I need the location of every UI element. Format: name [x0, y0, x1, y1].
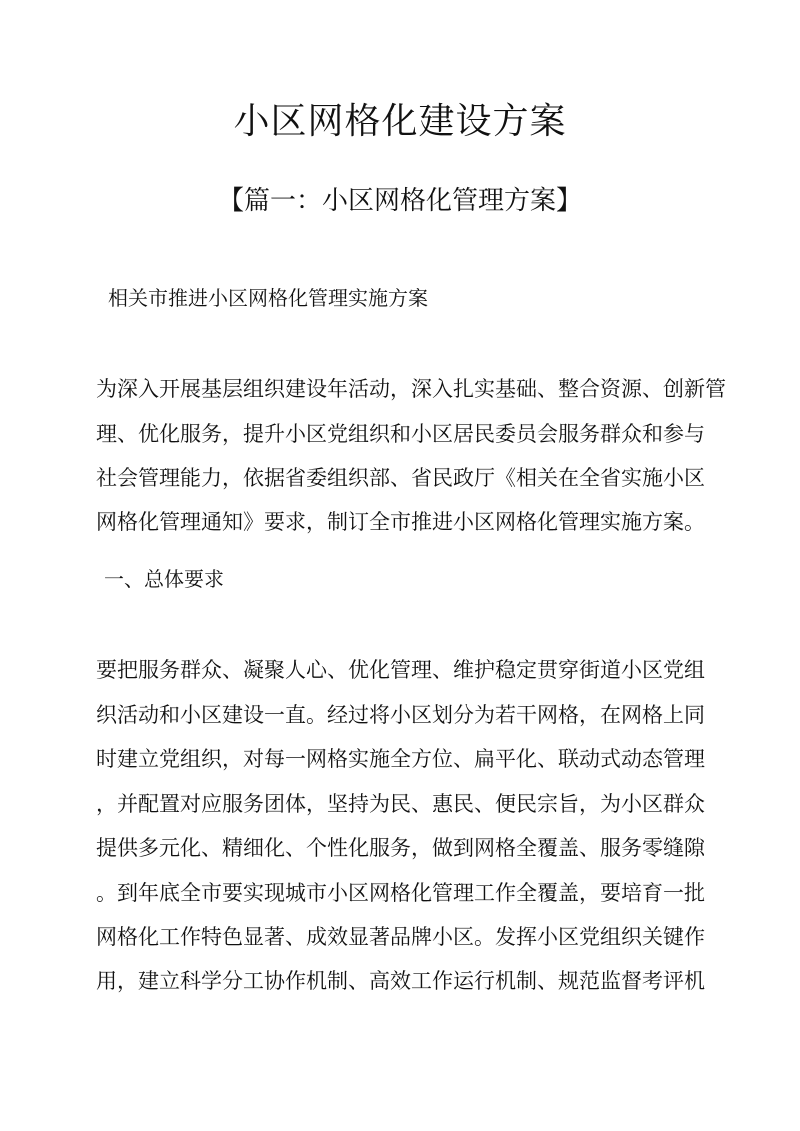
paragraph-line: 织活动和小区建设一直。经过将小区划分为若干网格，在网格上同 — [96, 703, 705, 727]
paragraph-line: 社会管理能力，依据省委组织部、省民政厅《相关在全省实施小区 — [96, 466, 705, 490]
paragraph-line: 要把服务群众、凝聚人心、优化管理、维护稳定贯穿街道小区党组 — [96, 658, 705, 682]
paragraph-line: 网格化管理通知》要求，制订全市推进小区网格化管理实施方案。 — [96, 510, 705, 534]
intro-heading: 相关市推进小区网格化管理实施方案 — [108, 286, 428, 310]
paragraph-line: 用，建立科学分工协作机制、高效工作运行机制、规范监督考评机 — [96, 969, 705, 993]
document-subtitle: 【篇一：小区网格化管理方案】 — [217, 186, 582, 216]
paragraph-line: 提供多元化、精细化、个性化服务，做到网格全覆盖、服务零缝隙 — [96, 836, 705, 860]
paragraph-line: 。到年底全市要实现城市小区网格化管理工作全覆盖，要培育一批 — [96, 881, 705, 905]
paragraph-line: 时建立党组织，对每一网格实施全方位、扁平化、联动式动态管理 — [96, 747, 705, 771]
paragraph-line: ，并配置对应服务团体，坚持为民、惠民、便民宗旨，为小区群众 — [96, 792, 705, 816]
document-title: 小区网格化建设方案 — [233, 101, 567, 142]
paragraph-line: 理、优化服务，提升小区党组织和小区居民委员会服务群众和参与 — [96, 422, 705, 446]
section-heading: 一、总体要求 — [104, 567, 224, 591]
paragraph-line: 为深入开展基层组织建设年活动，深入扎实基础、整合资源、创新管 — [96, 377, 726, 401]
paragraph-line: 网格化工作特色显著、成效显著品牌小区。发挥小区党组织关键作 — [96, 925, 705, 949]
